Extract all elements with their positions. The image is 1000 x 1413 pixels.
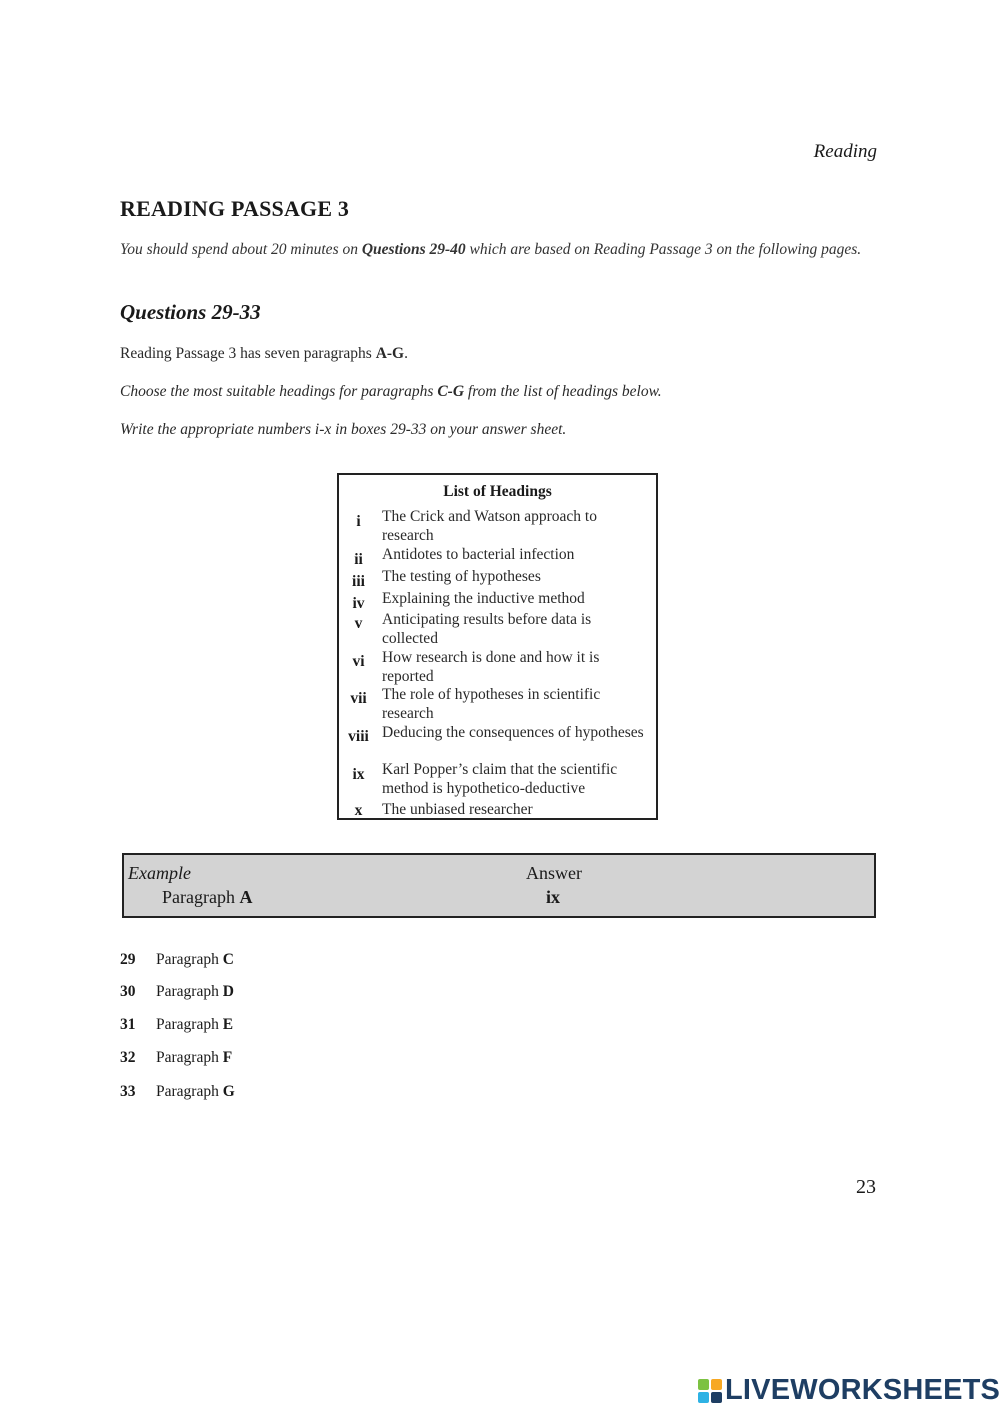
example-label: Example xyxy=(128,863,191,883)
question-number: 31 xyxy=(120,1016,136,1033)
question-text xyxy=(156,1016,233,1034)
paragraph-intro-end: . xyxy=(404,345,408,362)
question-text xyxy=(156,1083,235,1101)
question-paragraph-letter: D xyxy=(222,983,234,1000)
time-instruction xyxy=(120,240,880,259)
choose-instruction-range: C-G xyxy=(437,383,465,400)
heading-text: The unbiased researcher xyxy=(382,801,533,818)
question-paragraph-letter: E xyxy=(222,1016,234,1033)
logo-square-icon xyxy=(698,1392,709,1403)
heading-text: Anticipating results before data is collected xyxy=(382,611,592,647)
time-instruction-rest: which are based on Reading Passage 3 on the following pages. xyxy=(465,241,862,258)
example-box xyxy=(122,853,876,918)
heading-text: How research is done and how it is reported xyxy=(382,649,600,685)
example-paragraph xyxy=(162,887,252,908)
time-instruction-questions: Questions 29-40 xyxy=(361,241,466,258)
heading-number: x xyxy=(354,802,363,819)
example-answer: ix xyxy=(546,887,561,907)
choose-instruction xyxy=(120,383,662,401)
headings-list-title: List of Headings xyxy=(443,483,552,500)
logo-grid-icon xyxy=(698,1379,722,1403)
example-paragraph-text: Paragraph xyxy=(162,887,240,907)
heading-text: The testing of hypotheses xyxy=(382,568,541,585)
heading-text: Deducing the consequences of hypotheses xyxy=(382,724,644,741)
heading-number: ii xyxy=(354,551,363,568)
question-paragraph-text: Paragraph xyxy=(156,951,223,968)
choose-instruction-rest: from the list of headings below. xyxy=(464,383,662,400)
paragraph-intro-range: A-G xyxy=(375,345,405,362)
heading-number: viii xyxy=(348,728,369,745)
logo-square-icon xyxy=(698,1379,709,1390)
question-number: 33 xyxy=(120,1083,136,1100)
question-text xyxy=(156,951,234,969)
time-instruction-text: You should spend about 20 minutes on xyxy=(120,241,362,258)
paragraph-intro xyxy=(120,345,408,363)
heading-text: The Crick and Watson approach to research xyxy=(382,508,597,544)
liveworksheets-logo[interactable] xyxy=(698,1374,1000,1407)
question-paragraph-text: Paragraph xyxy=(156,1049,223,1066)
question-number: 30 xyxy=(120,983,136,1000)
heading-text: Explaining the inductive method xyxy=(382,590,585,607)
example-answer-label: Answer xyxy=(526,863,582,883)
example-paragraph-letter: A xyxy=(239,887,253,907)
heading-number: vi xyxy=(352,653,365,670)
question-paragraph-letter: C xyxy=(222,951,234,968)
heading-number: i xyxy=(356,513,361,530)
questions-heading: Questions 29-33 xyxy=(120,300,261,324)
question-paragraph-letter: G xyxy=(222,1083,235,1100)
heading-number: v xyxy=(354,615,363,632)
heading-number: vii xyxy=(350,690,367,707)
heading-text: Antidotes to bacterial infection xyxy=(382,546,575,563)
logo-square-icon xyxy=(711,1379,722,1390)
page-number: 23 xyxy=(856,1176,876,1198)
paragraph-intro-text: Reading Passage 3 has seven paragraphs xyxy=(120,345,376,362)
running-head: Reading xyxy=(813,141,877,162)
question-paragraph-text: Paragraph xyxy=(156,1083,223,1100)
question-number: 32 xyxy=(120,1049,136,1066)
logo-square-icon xyxy=(711,1392,722,1403)
write-instruction: Write the appropriate numbers i-x in boxes 29-33 on your answer sheet. xyxy=(120,421,567,438)
heading-text: The role of hypotheses in scientific research xyxy=(382,686,601,722)
headings-list-box xyxy=(337,473,658,820)
choose-instruction-text: Choose the most suitable headings for paragraphs xyxy=(120,383,438,400)
heading-number: ix xyxy=(352,766,365,783)
question-paragraph-letter: F xyxy=(222,1049,233,1066)
question-text xyxy=(156,983,234,1001)
logo-text: LIVEWORKSHEETS xyxy=(725,1374,1000,1406)
question-text xyxy=(156,1049,232,1067)
heading-text: Karl Popper’s claim that the scientific method is hypothetico-deductive xyxy=(382,761,618,797)
heading-number: iii xyxy=(352,573,365,590)
heading-number: iv xyxy=(352,595,365,612)
question-paragraph-text: Paragraph xyxy=(156,1016,223,1033)
question-paragraph-text: Paragraph xyxy=(156,983,223,1000)
page-title: READING PASSAGE 3 xyxy=(120,196,350,221)
question-number: 29 xyxy=(120,951,136,968)
